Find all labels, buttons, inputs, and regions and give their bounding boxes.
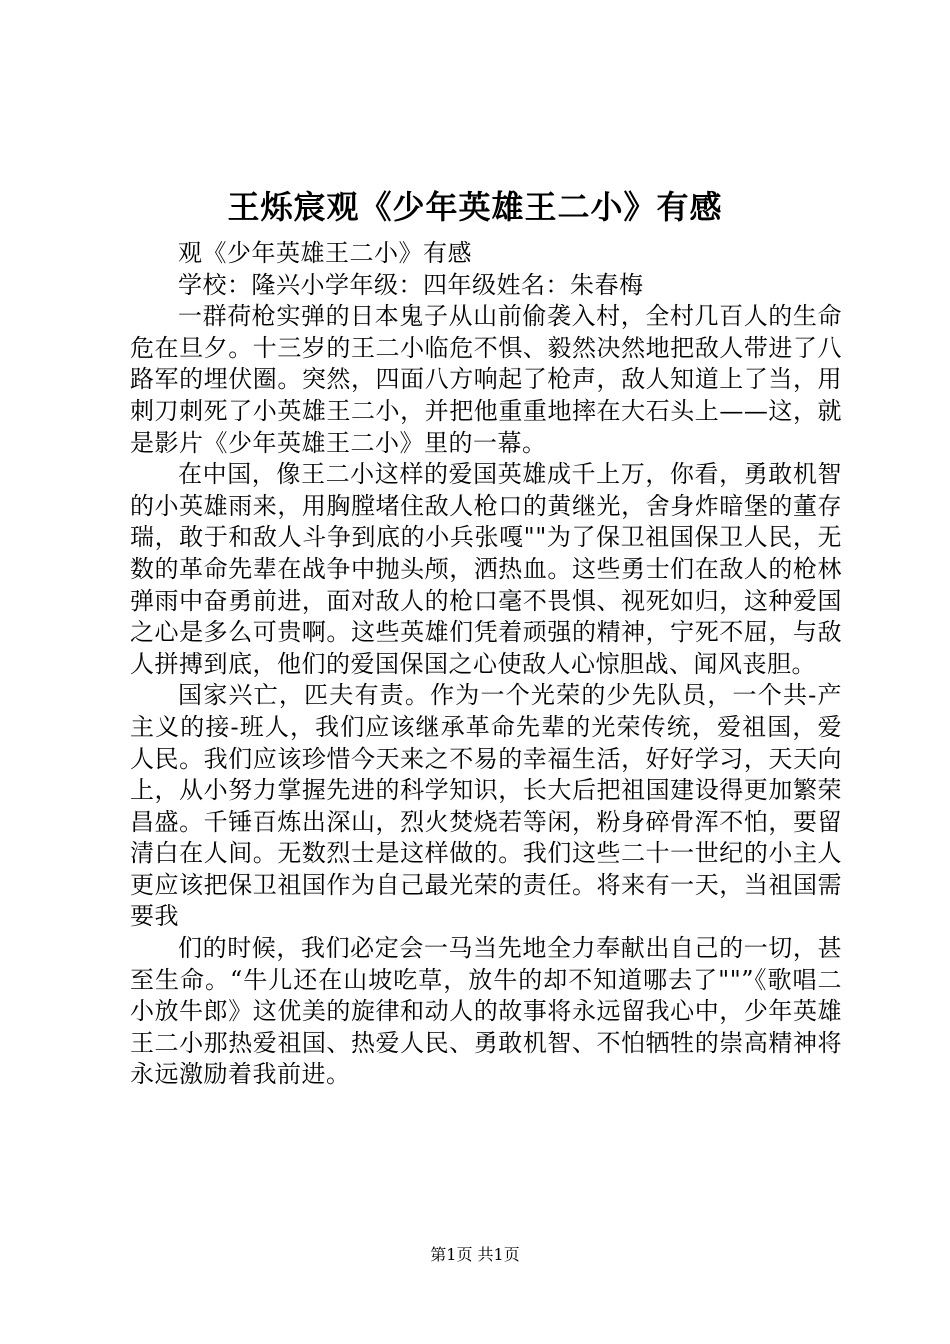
document-title: 王烁宸观《少年英雄王二小》有感 [227,188,723,226]
body-paragraph: 们的时候，我们必定会一马当先地全力奉献出自己的一切，甚至生命。“牛儿还在山坡吃草，放牛的却不知道哪去了""”《歌唱二小放牛郎》这优美的旋律和动人的故事将永远留我心中，少年英雄王二小那热爱祖国、热爱人民、勇敢机智、不怕牺牲的崇高精神将永远激励着我前进。 [130,934,842,1089]
document-body [130,238,842,1091]
body-paragraph: 国家兴亡，匹夫有责。作为一个光荣的少先队员，一个共-产主义的接-班人，我们应该继承革命先辈的光荣传统，爱祖国，爱人民。我们应该珍惜今天来之不易的幸福生活，好好学习，天天向上，从小努力掌握先进的科学知识，长大后把祖国建设得更加繁荣昌盛。千锤百炼出深山，烈火焚烧若等闲，粉身碎骨浑不怕，要留清白在人间。无数烈士是这样做的。我们这些二十一世纪的小主人更应该把保卫祖国作为自己最光荣的责任。将来有一天，当祖国需要我 [130,681,842,931]
body-paragraph: 在中国，像王二小这样的爱国英雄成千上万，你看，勇敢机智的小英雄雨来，用胸膛堵住敌人枪口的黄继光，舍身炸暗堡的董存瑞，敢于和敌人斗争到底的小兵张嘎""为了保卫祖国保卫人民，无数的革命先辈在战争中抛头颅，洒热血。这些勇士们在敌人的枪林弹雨中奋勇前进，面对敌人的枪口毫不畏惧、视死如归，这种爱国之心是多么可贵啊。这些英雄们凭着顽强的精神，宁死不屈，与敌人拼搏到底，他们的爱国保国之心使敌人心惊胆战、闻风丧胆。 [130,460,842,678]
document-subtitle: 观《少年英雄王二小》有感 [178,239,472,267]
author-info-line: 学校：隆兴小学年级：四年级姓名：朱春梅 [178,270,644,299]
body-paragraph: 一群荷枪实弹的日本鬼子从山前偷袭入村，全村几百人的生命危在旦夕。十三岁的王二小临危不惧、毅然决然地把敌人带进了八路军的埋伏圈。突然，四面八方响起了枪声，敌人知道上了当，用刺刀刺死了小英雄王二小，并把他重重地摔在大石头上——这，就是影片《少年英雄王二小》里的一幕。 [130,302,842,457]
page-number-footer: 第1页 共1页 [430,1245,520,1264]
